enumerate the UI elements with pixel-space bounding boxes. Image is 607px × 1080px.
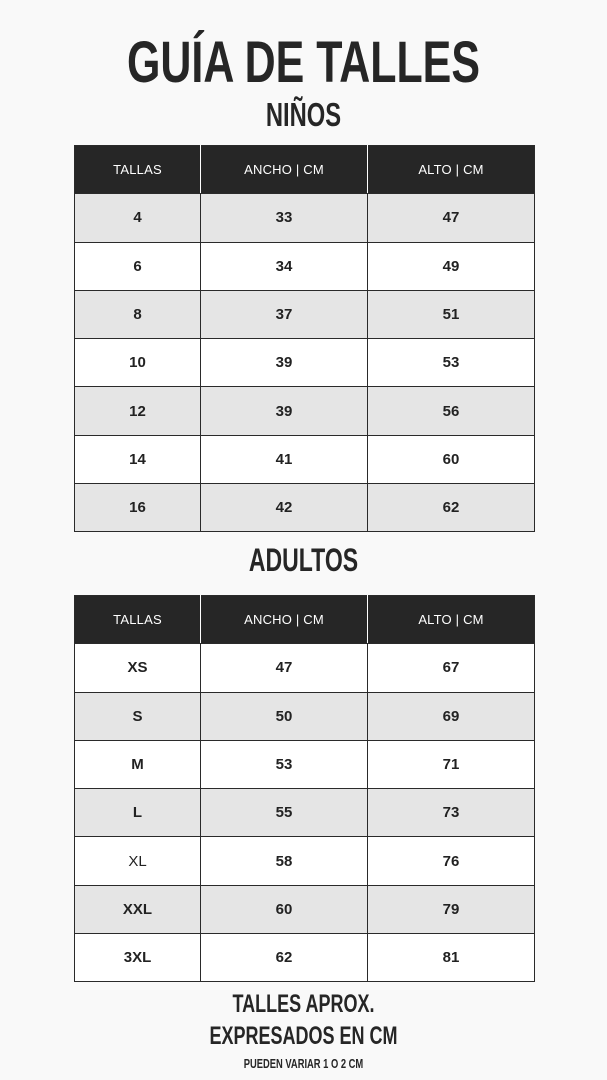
width-cell: 60: [201, 885, 368, 933]
table-row: [75, 339, 535, 387]
column-header-size: TALLAS: [75, 146, 201, 194]
column-header-size: TALLAS: [75, 596, 201, 644]
width-cell: 55: [201, 789, 368, 837]
adults-section-title: ADULTOS: [248, 542, 359, 578]
size-cell: 3XL: [75, 934, 201, 982]
width-cell: 39: [201, 387, 368, 435]
page-title: GUÍA DE TALLES: [127, 30, 480, 95]
width-cell: 39: [201, 339, 368, 387]
size-cell: 14: [75, 435, 201, 483]
table-row: [75, 934, 535, 982]
footer-note-units: EXPRESADOS EN CM: [209, 1022, 398, 1050]
table-header-row: [75, 146, 535, 194]
table-row: [75, 387, 535, 435]
width-cell: 34: [201, 242, 368, 290]
height-cell: 81: [368, 934, 535, 982]
size-cell: 10: [75, 339, 201, 387]
adults-size-table: [74, 595, 535, 982]
height-cell: 56: [368, 387, 535, 435]
footer-note-variance: PUEDEN VARIAR 1 O 2 CM: [243, 1056, 364, 1071]
size-cell: XS: [75, 644, 201, 692]
size-cell: S: [75, 692, 201, 740]
width-cell: 37: [201, 290, 368, 338]
height-cell: 49: [368, 242, 535, 290]
width-cell: 41: [201, 435, 368, 483]
width-cell: 42: [201, 484, 368, 532]
column-header-height: ALTO | CM: [368, 596, 535, 644]
kids-size-table: [74, 145, 535, 532]
size-cell: M: [75, 740, 201, 788]
kids-section-title: NIÑOS: [265, 96, 342, 133]
height-cell: 51: [368, 290, 535, 338]
table-row: [75, 194, 535, 242]
width-cell: 50: [201, 692, 368, 740]
height-cell: 47: [368, 194, 535, 242]
table-row: [75, 789, 535, 837]
table-row: [75, 885, 535, 933]
height-cell: 69: [368, 692, 535, 740]
height-cell: 76: [368, 837, 535, 885]
table-row: [75, 644, 535, 692]
table-row: [75, 290, 535, 338]
height-cell: 67: [368, 644, 535, 692]
width-cell: 53: [201, 740, 368, 788]
width-cell: 33: [201, 194, 368, 242]
height-cell: 79: [368, 885, 535, 933]
footer-note-approx: TALLES APROX.: [232, 990, 375, 1018]
size-cell: 4: [75, 194, 201, 242]
size-cell: 16: [75, 484, 201, 532]
height-cell: 62: [368, 484, 535, 532]
height-cell: 53: [368, 339, 535, 387]
table-row: [75, 484, 535, 532]
size-cell: 8: [75, 290, 201, 338]
table-row: [75, 740, 535, 788]
column-header-width: ANCHO | CM: [201, 146, 368, 194]
size-cell: 12: [75, 387, 201, 435]
width-cell: 47: [201, 644, 368, 692]
size-cell: XXL: [75, 885, 201, 933]
size-cell: 6: [75, 242, 201, 290]
table-row: [75, 242, 535, 290]
width-cell: 62: [201, 934, 368, 982]
table-row: [75, 692, 535, 740]
table-row: [75, 435, 535, 483]
table-header-row: [75, 596, 535, 644]
size-cell: L: [75, 789, 201, 837]
table-row: [75, 837, 535, 885]
column-header-height: ALTO | CM: [368, 146, 535, 194]
height-cell: 73: [368, 789, 535, 837]
width-cell: 58: [201, 837, 368, 885]
height-cell: 71: [368, 740, 535, 788]
column-header-width: ANCHO | CM: [201, 596, 368, 644]
size-cell: XL: [75, 837, 201, 885]
height-cell: 60: [368, 435, 535, 483]
